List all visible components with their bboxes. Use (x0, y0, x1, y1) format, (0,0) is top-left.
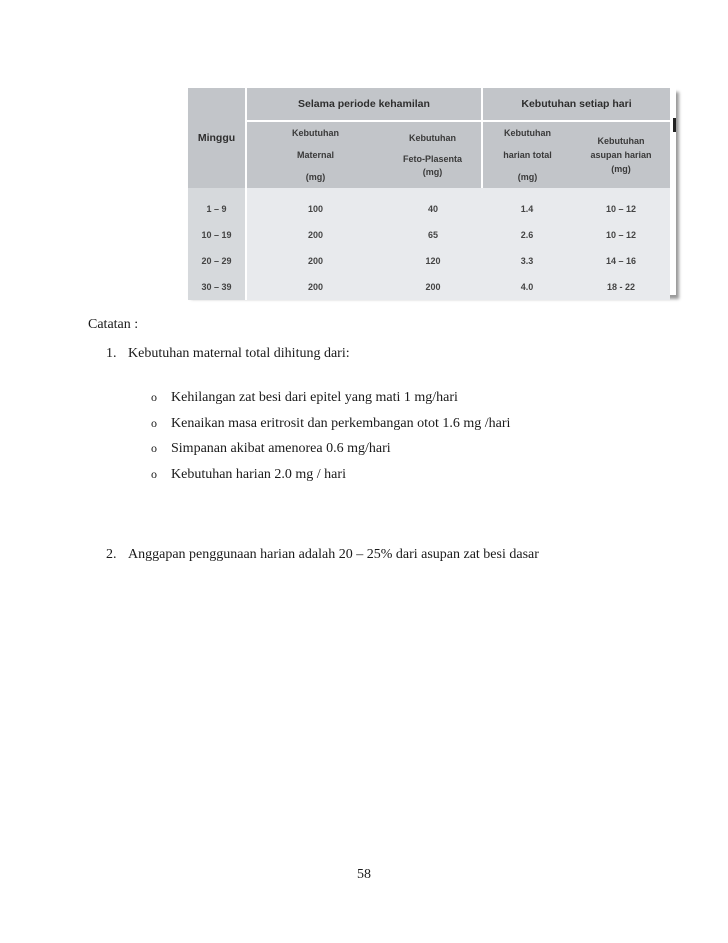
list-item: o Kehilangan zat besi dari epitel yang mati 1 mg/hari (151, 390, 458, 405)
subheader-asupan-harian: Kebutuhan asupan harian (mg) (572, 121, 670, 188)
cell-asupan-harian: 18 - 22 (572, 274, 670, 300)
header-minggu: Minggu (188, 88, 246, 188)
subheader-maternal: Kebutuhan Maternal (mg) (246, 121, 384, 188)
table-row (188, 274, 670, 300)
cell-maternal: 200 (246, 222, 384, 248)
note-item-2 (106, 547, 539, 563)
cell-asupan-harian: 14 – 16 (572, 248, 670, 274)
table-row (188, 188, 670, 222)
cell-minggu: 30 – 39 (188, 274, 246, 300)
list-item: o Kenaikan masa eritrosit dan perkembangan otot 1.6 mg /hari (151, 415, 511, 431)
cell-maternal: 200 (246, 248, 384, 274)
page-number: 58 (357, 867, 371, 882)
subheader-feto-plasenta: Kebutuhan Feto-Plasenta (mg) (384, 121, 482, 188)
cell-maternal: 100 (246, 188, 384, 222)
bullet-circle-icon: o (151, 415, 157, 430)
cell-feto-plasenta: 65 (384, 222, 482, 248)
note-item-1-text: Kebutuhan maternal total dihitung dari: (128, 346, 350, 361)
cell-minggu: 20 – 29 (188, 248, 246, 274)
list-item: o Kebutuhan harian 2.0 mg / hari (151, 466, 346, 482)
header-group-harian: Kebutuhan setiap hari (482, 88, 670, 121)
cell-asupan-harian: 10 – 12 (572, 222, 670, 248)
cell-feto-plasenta: 120 (384, 248, 482, 274)
cell-feto-plasenta: 40 (384, 188, 482, 222)
cell-asupan-harian: 10 – 12 (572, 188, 670, 222)
note-item-2-number: 2. (106, 547, 117, 562)
iron-requirement-table-image (188, 88, 676, 295)
bullet-circle-icon: o (151, 390, 157, 404)
cell-harian-total: 4.0 (482, 274, 572, 300)
maternal-requirement-list (151, 390, 510, 492)
cell-harian-total: 2.6 (482, 222, 572, 248)
cell-minggu: 1 – 9 (188, 188, 246, 222)
bullet-circle-icon: o (151, 466, 157, 481)
subheader-harian-total: Kebutuhan harian total (mg) (482, 121, 572, 188)
iron-requirement-table (188, 88, 670, 300)
table-row (188, 248, 670, 274)
note-item-1 (106, 346, 350, 362)
table-edge-mark (673, 118, 676, 132)
list-item: o Simpanan akibat amenorea 0.6 mg/hari (151, 441, 391, 456)
header-group-periode: Selama periode kehamilan (246, 88, 482, 121)
note-item-1-number: 1. (106, 346, 117, 361)
note-item-2-text: Anggapan penggunaan harian adalah 20 – 25% dari asupan zat besi dasar (128, 547, 539, 562)
notes-label: Catatan : (88, 317, 139, 332)
cell-minggu: 10 – 19 (188, 222, 246, 248)
bullet-circle-icon: o (151, 441, 157, 455)
cell-harian-total: 1.4 (482, 188, 572, 222)
cell-harian-total: 3.3 (482, 248, 572, 274)
cell-maternal: 200 (246, 274, 384, 300)
cell-feto-plasenta: 200 (384, 274, 482, 300)
table-row (188, 222, 670, 248)
